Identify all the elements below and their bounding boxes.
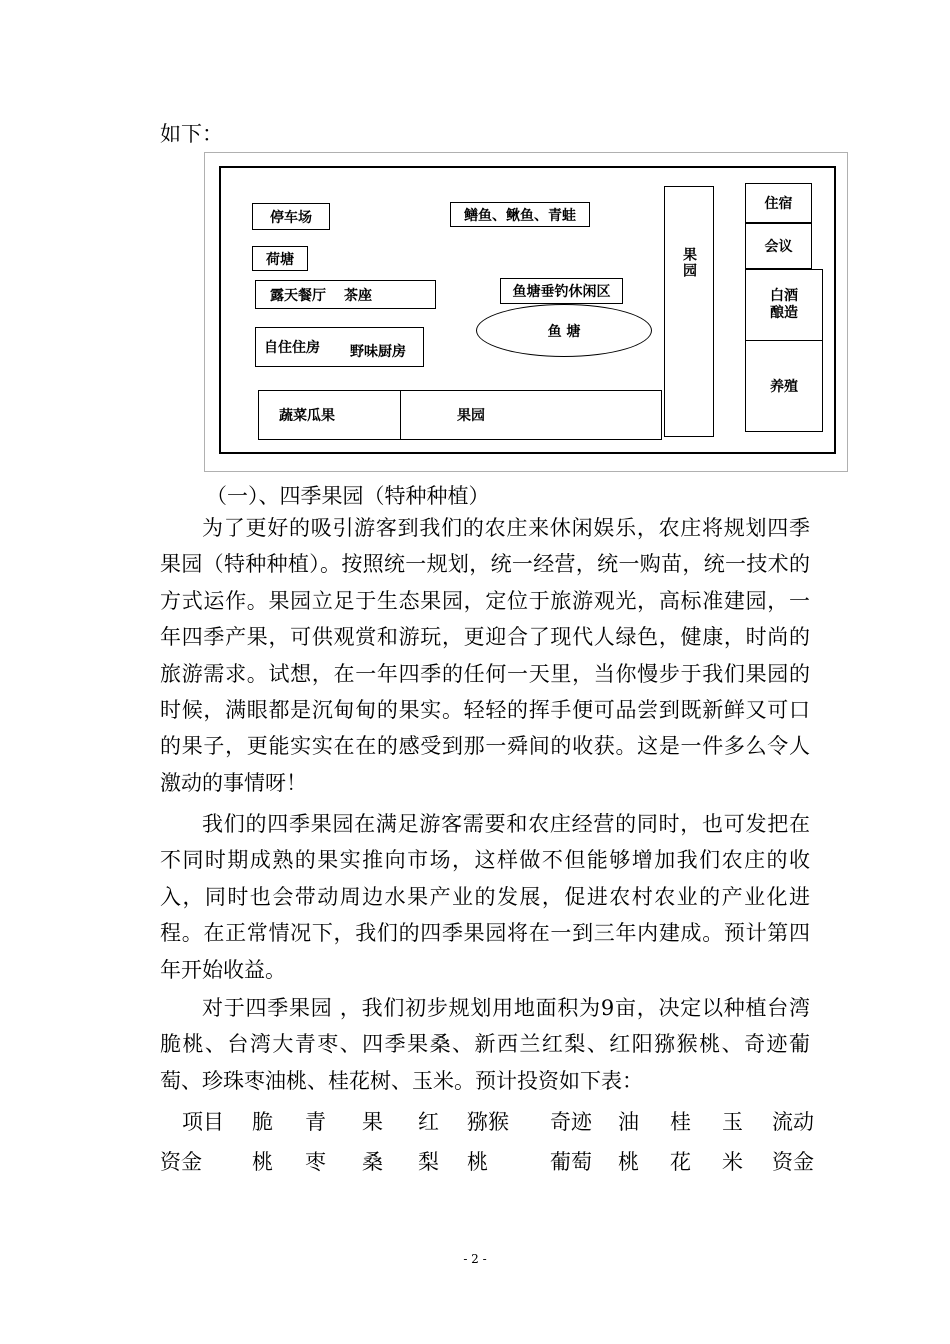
table-header-cell: 米 [722, 1150, 743, 1174]
paragraph-1: 为了更好的吸引游客到我们的农庄来休闲娱乐，农庄将规划四季果园（特种种植）。按照统一规划，统一经营，统一购苗，统一技术的方式运作。果园立足于生态果园，定位于旅游观光，高标准建园，一年四季产果，可供观赏和游玩，更迎合了现代人绿色，健康，时尚的旅游需求。试想，在一年四季的任何一天里，当你慢步于我们果园的时候，满眼都是沉甸甸的果实。轻轻的挥手便可品尝到既新鲜又可口的果子，更能实实在在的感受到那一舜间的收获。这是一件多么令人激动的事情呀！ [160, 516, 810, 795]
table-header-cell: 桃 [467, 1150, 488, 1174]
parking-box [252, 203, 330, 230]
parking-label: 停车场 [270, 209, 312, 226]
table-header-cell: 枣 [305, 1150, 326, 1174]
outdoor-dining-label: 露天餐厅 [270, 287, 326, 304]
table-header-cell: 资金 [772, 1150, 814, 1174]
table-header-cell: 桃 [252, 1150, 273, 1174]
fish-species-box [450, 202, 590, 227]
table-header-cell: 油 [618, 1110, 639, 1134]
self-housing-label: 自住住房 [264, 340, 320, 356]
paragraph-3: 对于四季果园 ，我们初步规划用地面积为9亩，决定以种植台湾脆桃、台湾大青枣、四季果桑、新西兰红梨、红阳猕猴桃、奇迹葡萄、珍珠枣油桃、桂花树、玉米。预计投资如下表： [160, 996, 810, 1093]
fishing-area-label: 鱼塘垂钓休闲区 [512, 284, 611, 300]
lodging-label: 住宿 [764, 196, 793, 212]
vegetables-label: 蔬菜瓜果 [279, 408, 335, 424]
meeting-label: 会议 [764, 239, 793, 255]
lotus-pond-box [252, 246, 308, 271]
orchard-vertical-label: 果园 [681, 247, 697, 279]
intro-text: 如下： [160, 122, 223, 146]
table-header-row-1 [160, 1106, 820, 1136]
table-header-cell: 资金 [160, 1150, 202, 1174]
table-header-cell: 红 [418, 1110, 439, 1134]
table-header-cell: 桃 [618, 1150, 639, 1174]
breeding-box [745, 340, 823, 432]
game-kitchen-label: 野味厨房 [350, 344, 406, 360]
outdoor-dining-box [255, 280, 436, 309]
vegetables-box [258, 390, 401, 440]
table-header-row-2 [160, 1146, 820, 1176]
lodging-box [745, 183, 812, 223]
table-header-cell: 果 [362, 1110, 383, 1134]
table-header-cell: 脆 [252, 1110, 273, 1134]
lotus-pond-label: 荷塘 [266, 251, 294, 268]
breeding-label: 养殖 [770, 379, 798, 395]
fish-species-label: 鳝鱼、鳅鱼、青蛙 [464, 207, 576, 224]
table-header-cell: 奇迹 [550, 1110, 592, 1134]
table-header-cell: 梨 [418, 1150, 439, 1174]
table-header-cell: 葡萄 [550, 1150, 592, 1174]
table-header-cell: 花 [670, 1150, 691, 1174]
orchard-bottom-box [400, 390, 662, 440]
orchard-vertical-box [664, 186, 714, 437]
page-number: - 2 - [463, 1252, 487, 1266]
meeting-box [745, 223, 812, 269]
liquor-label: 白酒酿造 [770, 288, 798, 321]
table-header-cell: 猕猴 [467, 1110, 509, 1134]
table-header-cell: 青 [305, 1110, 326, 1134]
section-heading: （一）、四季果园（特种种植） [206, 484, 490, 508]
orchard-bottom-label: 果园 [457, 408, 485, 424]
liquor-box [745, 269, 823, 341]
table-header-cell: 流动 [772, 1110, 814, 1134]
paragraph-2: 我们的四季果园在满足游客需要和农庄经营的同时，也可发把在不同时期成熟的果实推向市场，这样做不但能够增加我们农庄的收入，同时也会带动周边水果产业的发展，促进农村农业的产业化进程。在正常情况下，我们的四季果园将在一到三年内建成。预计第四年开始收益。 [160, 812, 810, 982]
fish-pond-ellipse [476, 304, 652, 357]
table-header-cell: 项目 [182, 1110, 224, 1134]
tea-house-label: 茶座 [344, 287, 372, 304]
table-header-cell: 桑 [362, 1150, 383, 1174]
fish-pond-label: 鱼 塘 [547, 323, 581, 340]
housing-box [255, 327, 424, 367]
table-header-cell: 玉 [722, 1110, 743, 1134]
fishing-area-box [500, 278, 623, 304]
table-header-cell: 桂 [670, 1110, 691, 1134]
